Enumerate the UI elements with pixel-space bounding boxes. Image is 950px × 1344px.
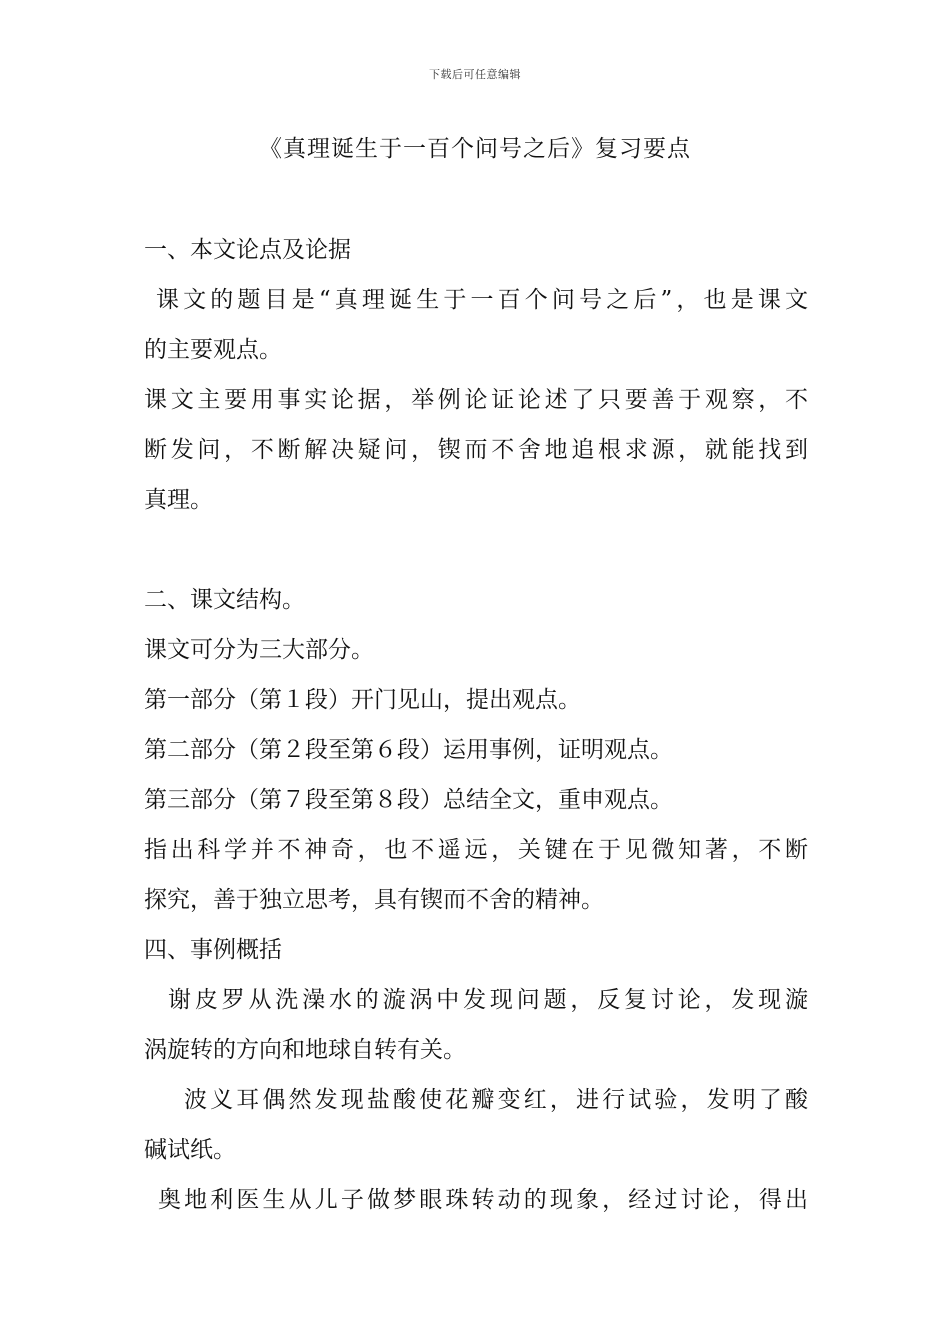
text-line: 碱试纸。 (144, 1137, 236, 1163)
text-line: 涡旋转的方向和地球自转有关。 (144, 1037, 466, 1063)
text-line: 奥地利医生从儿子做梦眼珠转动的现象，经过讨论，得出 (158, 1187, 808, 1213)
text-line: 谢皮罗从洗澡水的漩涡中发现问题，反复讨论，发现漩 (168, 987, 808, 1013)
text-line: 课文的题目是“真理诞生于一百个问号之后”，也是课文 (156, 287, 808, 313)
header-note: 下载后可任意编辑 (429, 68, 521, 81)
text-line: 四、事例概括 (144, 937, 282, 963)
text-line: 第一部分（第１段）开门见山，提出观点。 (144, 687, 581, 713)
text-line: 第二部分（第２段至第６段）运用事例，证明观点。 (144, 737, 673, 763)
blank-line (144, 525, 808, 575)
text-line: 指出科学并不神奇，也不遥远，关键在于见微知著，不断 (144, 837, 808, 863)
text-line: 探究，善于独立思考，具有锲而不舍的精神。 (144, 887, 604, 913)
document-body (144, 225, 808, 1225)
text-line: 断发问，不断解决疑问，锲而不舍地追根求源，就能找到 (144, 437, 808, 463)
text-line: 第三部分（第７段至第８段）总结全文，重申观点。 (144, 787, 673, 813)
text-line: 课文主要用事实论据，举例论证论述了只要善于观察，不 (144, 387, 808, 413)
text-line: 课文可分为三大部分。 (144, 637, 374, 663)
text-line: 真理。 (144, 487, 213, 513)
text-line: 的主要观点。 (144, 337, 282, 363)
text-line: 波义耳偶然发现盐酸使花瓣变红，进行试验，发明了酸 (184, 1087, 808, 1113)
text-line: 二、课文结构。 (144, 587, 305, 613)
text-line: 一、本文论点及论据 (144, 237, 351, 263)
document-title: 《真理诞生于一百个问号之后》复习要点 (259, 136, 691, 162)
